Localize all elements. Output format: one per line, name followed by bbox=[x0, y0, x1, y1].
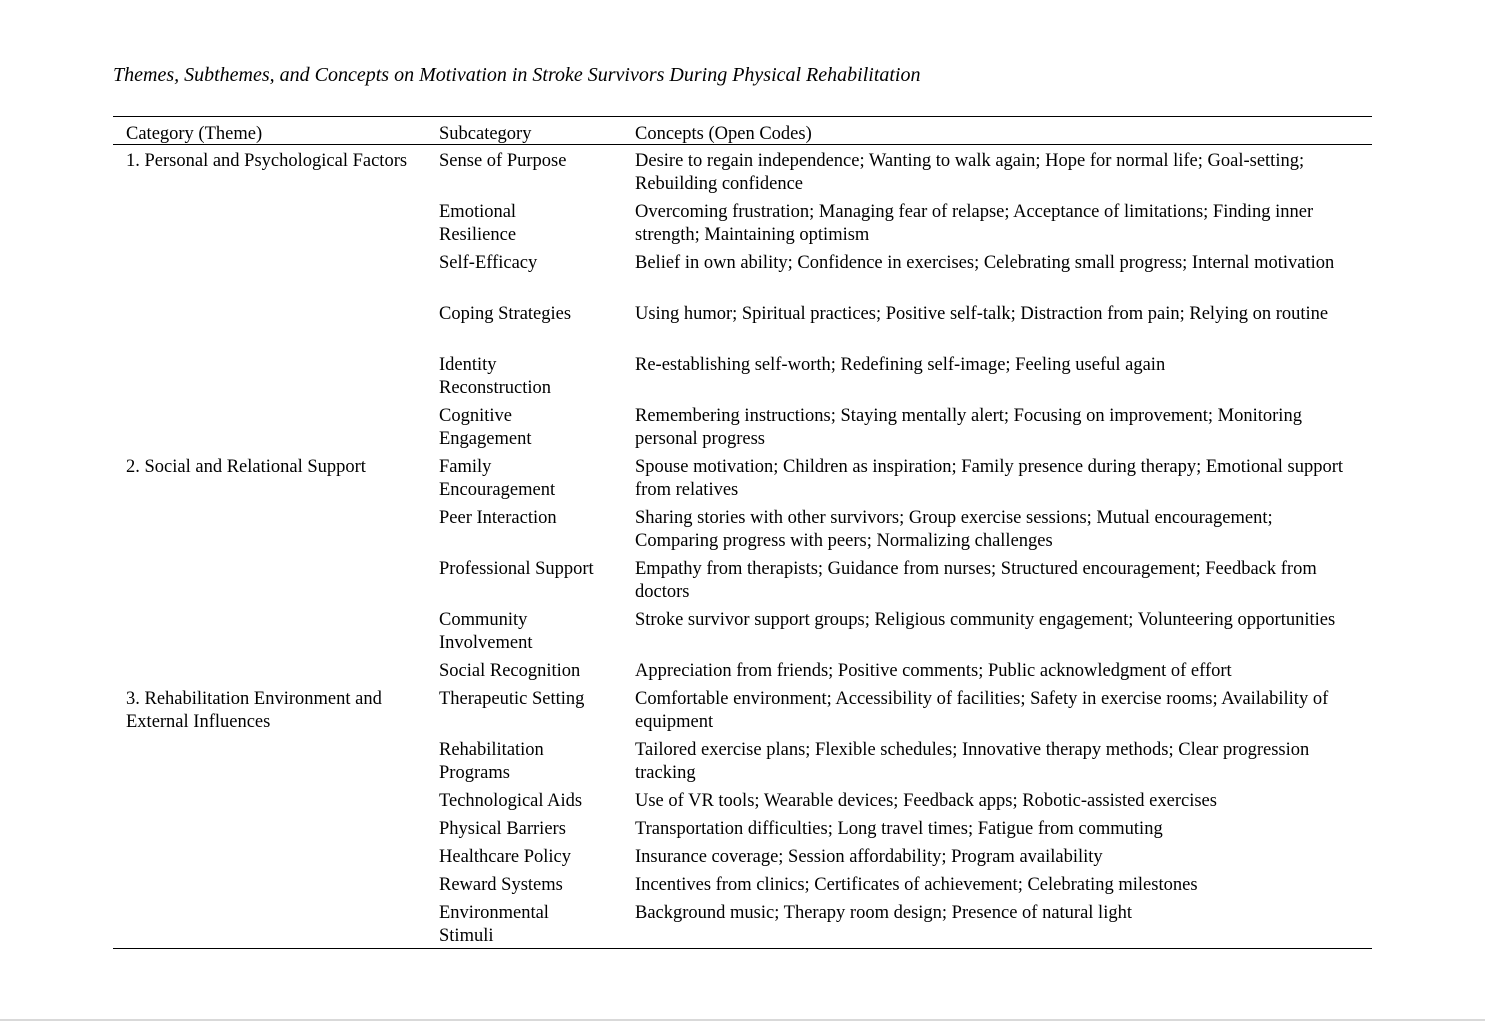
concepts-cell: Use of VR tools; Wearable devices; Feedback apps; Robotic-assisted exercises bbox=[635, 791, 1217, 811]
category-cell: 3. Rehabilitation Environment and External Influences bbox=[126, 689, 382, 732]
concepts-cell: Appreciation from friends; Positive comments; Public acknowledgment of effort bbox=[635, 661, 1232, 681]
table-row bbox=[113, 451, 1372, 502]
category-cell bbox=[113, 869, 439, 897]
table-row bbox=[113, 298, 1372, 349]
category-cell bbox=[113, 400, 439, 451]
concepts-cell: Desire to regain independence; Wanting to walk again; Hope for normal life; Goal-setting; Rebuilding confidence bbox=[635, 151, 1305, 194]
themes-table bbox=[113, 116, 1372, 949]
subcategory-cell: Emotional Resilience bbox=[439, 202, 517, 245]
concepts-cell: Spouse motivation; Children as inspiration; Family presence during therapy; Emotional support from relatives bbox=[635, 457, 1344, 500]
category-cell bbox=[113, 734, 439, 785]
subcategory-cell: Peer Interaction bbox=[439, 508, 557, 528]
concepts-cell: Tailored exercise plans; Flexible schedules; Innovative therapy methods; Clear progression tracking bbox=[635, 740, 1310, 783]
table-row bbox=[113, 553, 1372, 604]
table-row bbox=[113, 604, 1372, 655]
concepts-cell: Incentives from clinics; Certificates of achievement; Celebrating milestones bbox=[635, 875, 1198, 895]
concepts-cell: Comfortable environment; Accessibility of facilities; Safety in exercise rooms; Availability of equipment bbox=[635, 689, 1329, 732]
subcategory-cell: Community Involvement bbox=[439, 610, 533, 653]
table-row bbox=[113, 813, 1372, 841]
table-row bbox=[113, 655, 1372, 683]
subcategory-cell: Healthcare Policy bbox=[439, 847, 572, 867]
table-row bbox=[113, 400, 1372, 451]
category-cell bbox=[113, 604, 439, 655]
subcategory-cell: Reward Systems bbox=[439, 875, 563, 895]
category-cell bbox=[113, 655, 439, 683]
category-cell bbox=[113, 841, 439, 869]
subcategory-cell: Cognitive Engagement bbox=[439, 406, 532, 449]
subcategory-cell: Coping Strategies bbox=[439, 304, 572, 324]
concepts-cell: Insurance coverage; Session affordability; Program availability bbox=[635, 847, 1103, 867]
subcategory-cell: Family Encouragement bbox=[439, 457, 556, 500]
table-row bbox=[113, 683, 1372, 734]
concepts-cell: Belief in own ability; Confidence in exercises; Celebrating small progress; Internal motivation bbox=[635, 253, 1335, 273]
table-row bbox=[113, 785, 1372, 813]
concepts-cell: Remembering instructions; Staying mentally alert; Focusing on improvement; Monitoring personal progress bbox=[635, 406, 1302, 449]
category-cell bbox=[113, 502, 439, 553]
table-row bbox=[113, 502, 1372, 553]
table-row bbox=[113, 349, 1372, 400]
table-row bbox=[113, 734, 1372, 785]
concepts-cell: Sharing stories with other survivors; Group exercise sessions; Mutual encouragement; Comparing progress with peers; Normalizing challenges bbox=[635, 508, 1273, 551]
table-row bbox=[113, 247, 1372, 298]
table-row bbox=[113, 841, 1372, 869]
subcategory-cell: Self-Efficacy bbox=[439, 253, 538, 273]
concepts-cell: Empathy from therapists; Guidance from nurses; Structured encouragement; Feedback from doctors bbox=[635, 559, 1317, 602]
header-concepts: Concepts (Open Codes) bbox=[635, 124, 812, 144]
table-row bbox=[113, 869, 1372, 897]
concepts-cell: Overcoming frustration; Managing fear of relapse; Acceptance of limitations; Finding inner strength; Maintaining optimism bbox=[635, 202, 1314, 245]
header-category: Category (Theme) bbox=[126, 124, 263, 144]
category-cell bbox=[113, 298, 439, 349]
concepts-cell: Using humor; Spiritual practices; Positive self-talk; Distraction from pain; Relying on routine bbox=[635, 304, 1329, 324]
table-row bbox=[113, 897, 1372, 948]
category-cell bbox=[113, 247, 439, 298]
concepts-cell: Transportation difficulties; Long travel times; Fatigue from commuting bbox=[635, 819, 1163, 839]
concepts-cell: Background music; Therapy room design; Presence of natural light bbox=[635, 903, 1132, 923]
page-bottom-divider bbox=[0, 1019, 1485, 1021]
category-cell: 2. Social and Relational Support bbox=[126, 457, 366, 477]
category-cell bbox=[113, 813, 439, 841]
category-cell bbox=[113, 196, 439, 247]
category-cell bbox=[113, 349, 439, 400]
category-cell bbox=[113, 897, 439, 948]
subcategory-cell: Professional Support bbox=[439, 559, 594, 579]
category-cell bbox=[113, 785, 439, 813]
subcategory-cell: Environmental Stimuli bbox=[439, 903, 549, 946]
subcategory-cell: Identity Reconstruction bbox=[439, 355, 552, 398]
category-cell bbox=[113, 553, 439, 604]
subcategory-cell: Sense of Purpose bbox=[439, 151, 567, 171]
header-subcategory: Subcategory bbox=[439, 124, 532, 144]
subcategory-cell: Physical Barriers bbox=[439, 819, 566, 839]
concepts-cell: Stroke survivor support groups; Religious community engagement; Volunteering opportunities bbox=[635, 610, 1336, 630]
table-row bbox=[113, 196, 1372, 247]
subcategory-cell: Rehabilitation Programs bbox=[439, 740, 544, 783]
table-row bbox=[113, 145, 1372, 196]
table-header-row bbox=[113, 117, 1372, 145]
table-title: Themes, Subthemes, and Concepts on Motivation in Stroke Survivors During Physical Rehabilitation bbox=[113, 64, 921, 86]
category-cell: 1. Personal and Psychological Factors bbox=[126, 151, 408, 171]
concepts-cell: Re-establishing self-worth; Redefining self-image; Feeling useful again bbox=[635, 355, 1166, 375]
subcategory-cell: Social Recognition bbox=[439, 661, 581, 681]
subcategory-cell: Technological Aids bbox=[439, 791, 583, 811]
subcategory-cell: Therapeutic Setting bbox=[439, 689, 585, 709]
